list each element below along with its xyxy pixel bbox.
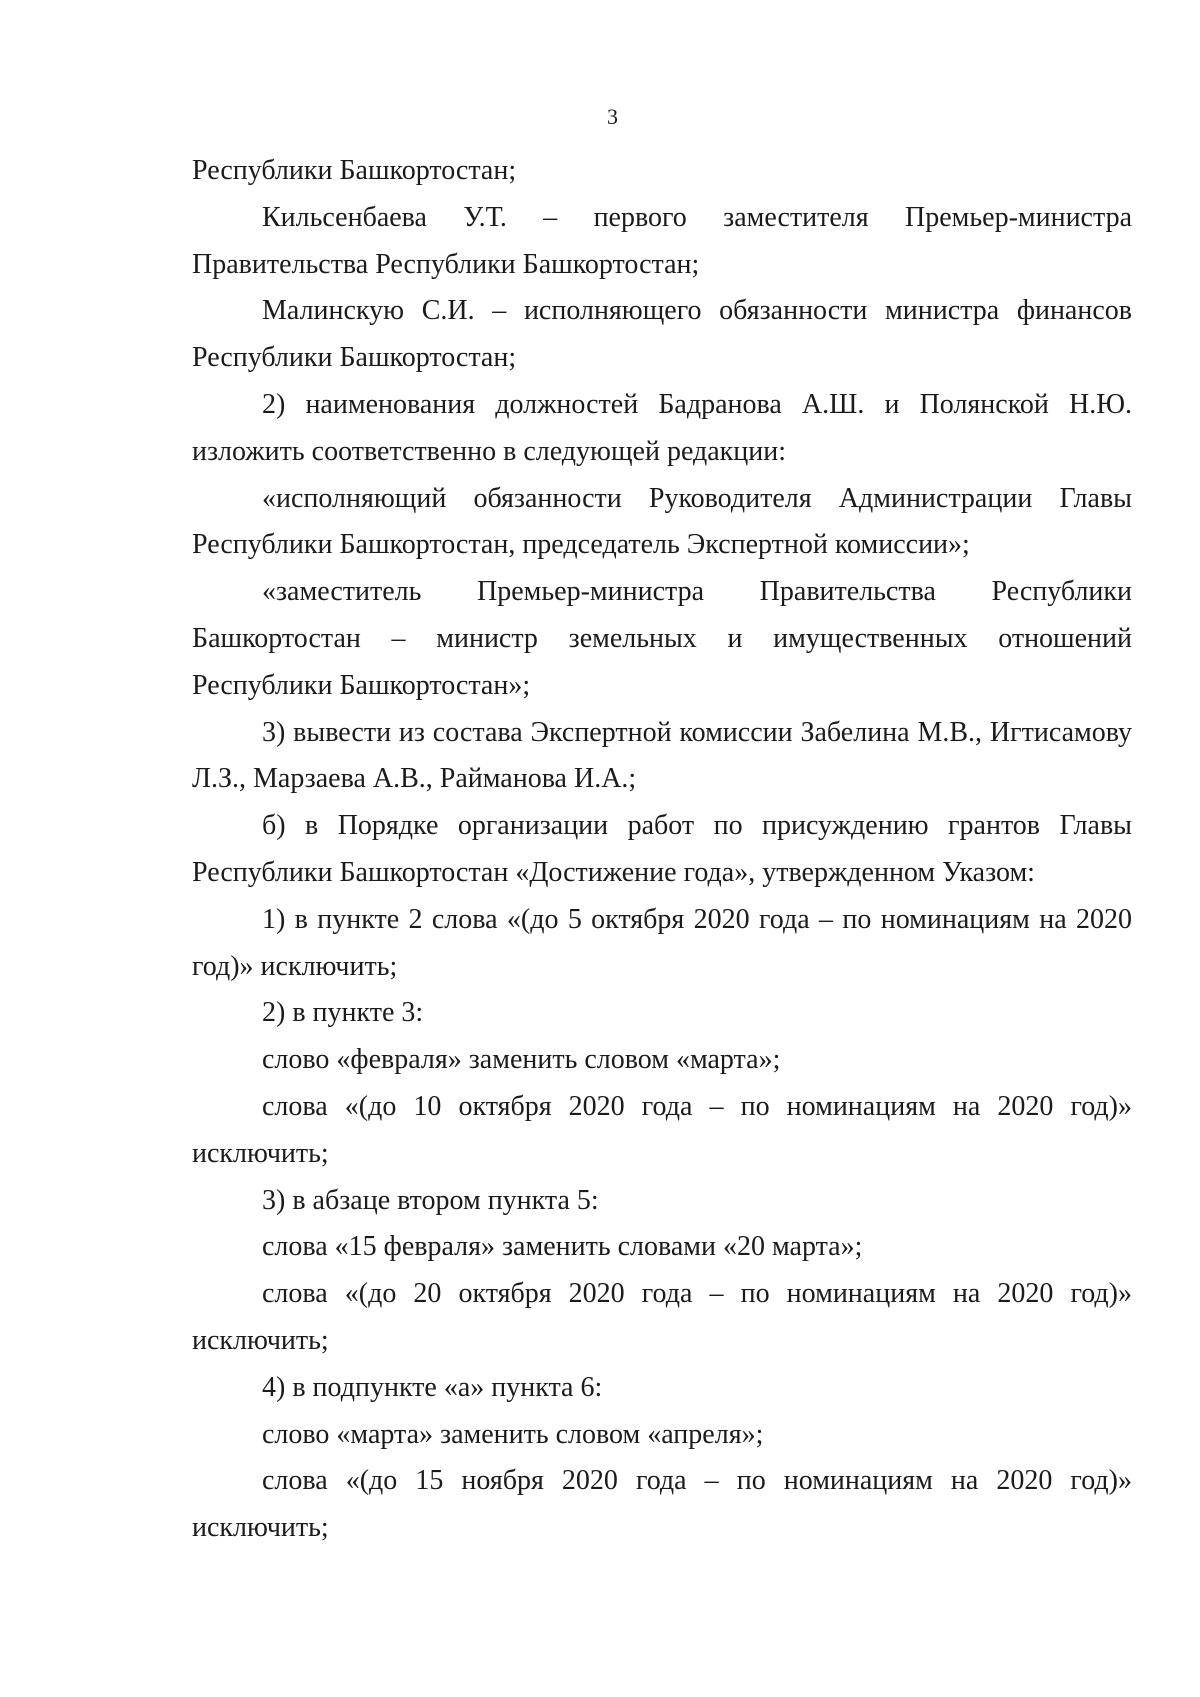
document-body [192, 148, 1132, 1552]
page-number: 3 [607, 104, 618, 129]
paragraph: 3) в абзаце втором пункта 5: [262, 1184, 599, 1216]
paragraph: слово «марта» заменить словом «апреля»; [262, 1418, 764, 1450]
paragraph: слова «(до 10 октября 2020 года – по номинациям на 2020 год)» исключить; [192, 1090, 1132, 1169]
paragraph: 3) вывести из состава Экспертной комиссии Забелина М.В., Игтисамову Л.З., Марзаева А.В., Райманова И.А.; [192, 716, 1132, 795]
paragraph: 2) в пункте 3: [262, 997, 424, 1029]
paragraph: Республики Башкортостан; [192, 155, 517, 186]
paragraph: 2) наименования должностей Бадранова А.Ш. и Полянской Н.Ю. изложить соответственно в следующей редакции: [192, 388, 1132, 467]
paragraph: слова «(до 20 октября 2020 года – по номинациям на 2020 год)» исключить; [192, 1278, 1132, 1356]
paragraph: Малинскую С.И. – исполняющего обязанности министра финансов Республики Башкортостан; [192, 295, 1132, 374]
paragraph: б) в Порядке организации работ по присуждению грантов Главы Республики Башкортостан «Достижение года», утвержденном Указом: [192, 810, 1132, 888]
paragraph: слова «15 февраля» заменить словами «20 марта»; [262, 1231, 863, 1263]
paragraph: «заместитель Премьер-министра Правительства Республики Башкортостан – министр земельных и имущественных отношений Республики Башкортостан»; [192, 576, 1132, 701]
paragraph: Кильсенбаева У.Т. – первого заместителя Премьер-министра Правительства Республики Башкортостан; [192, 201, 1132, 280]
paragraph: слово «февраля» заменить словом «марта»; [262, 1044, 781, 1076]
paragraph: слова «(до 15 ноября 2020 года – по номинациям на 2020 год)» исключить; [192, 1465, 1132, 1544]
paragraph: «исполняющий обязанности Руководителя Администрации Главы Республики Башкортостан, председатель Экспертной комиссии»; [192, 482, 1132, 561]
paragraph: 1) в пункте 2 слова «(до 5 октября 2020 года – по номинациям на 2020 год)» исключить; [192, 903, 1132, 982]
paragraph: 4) в подпункте «а» пункта 6: [262, 1371, 603, 1403]
